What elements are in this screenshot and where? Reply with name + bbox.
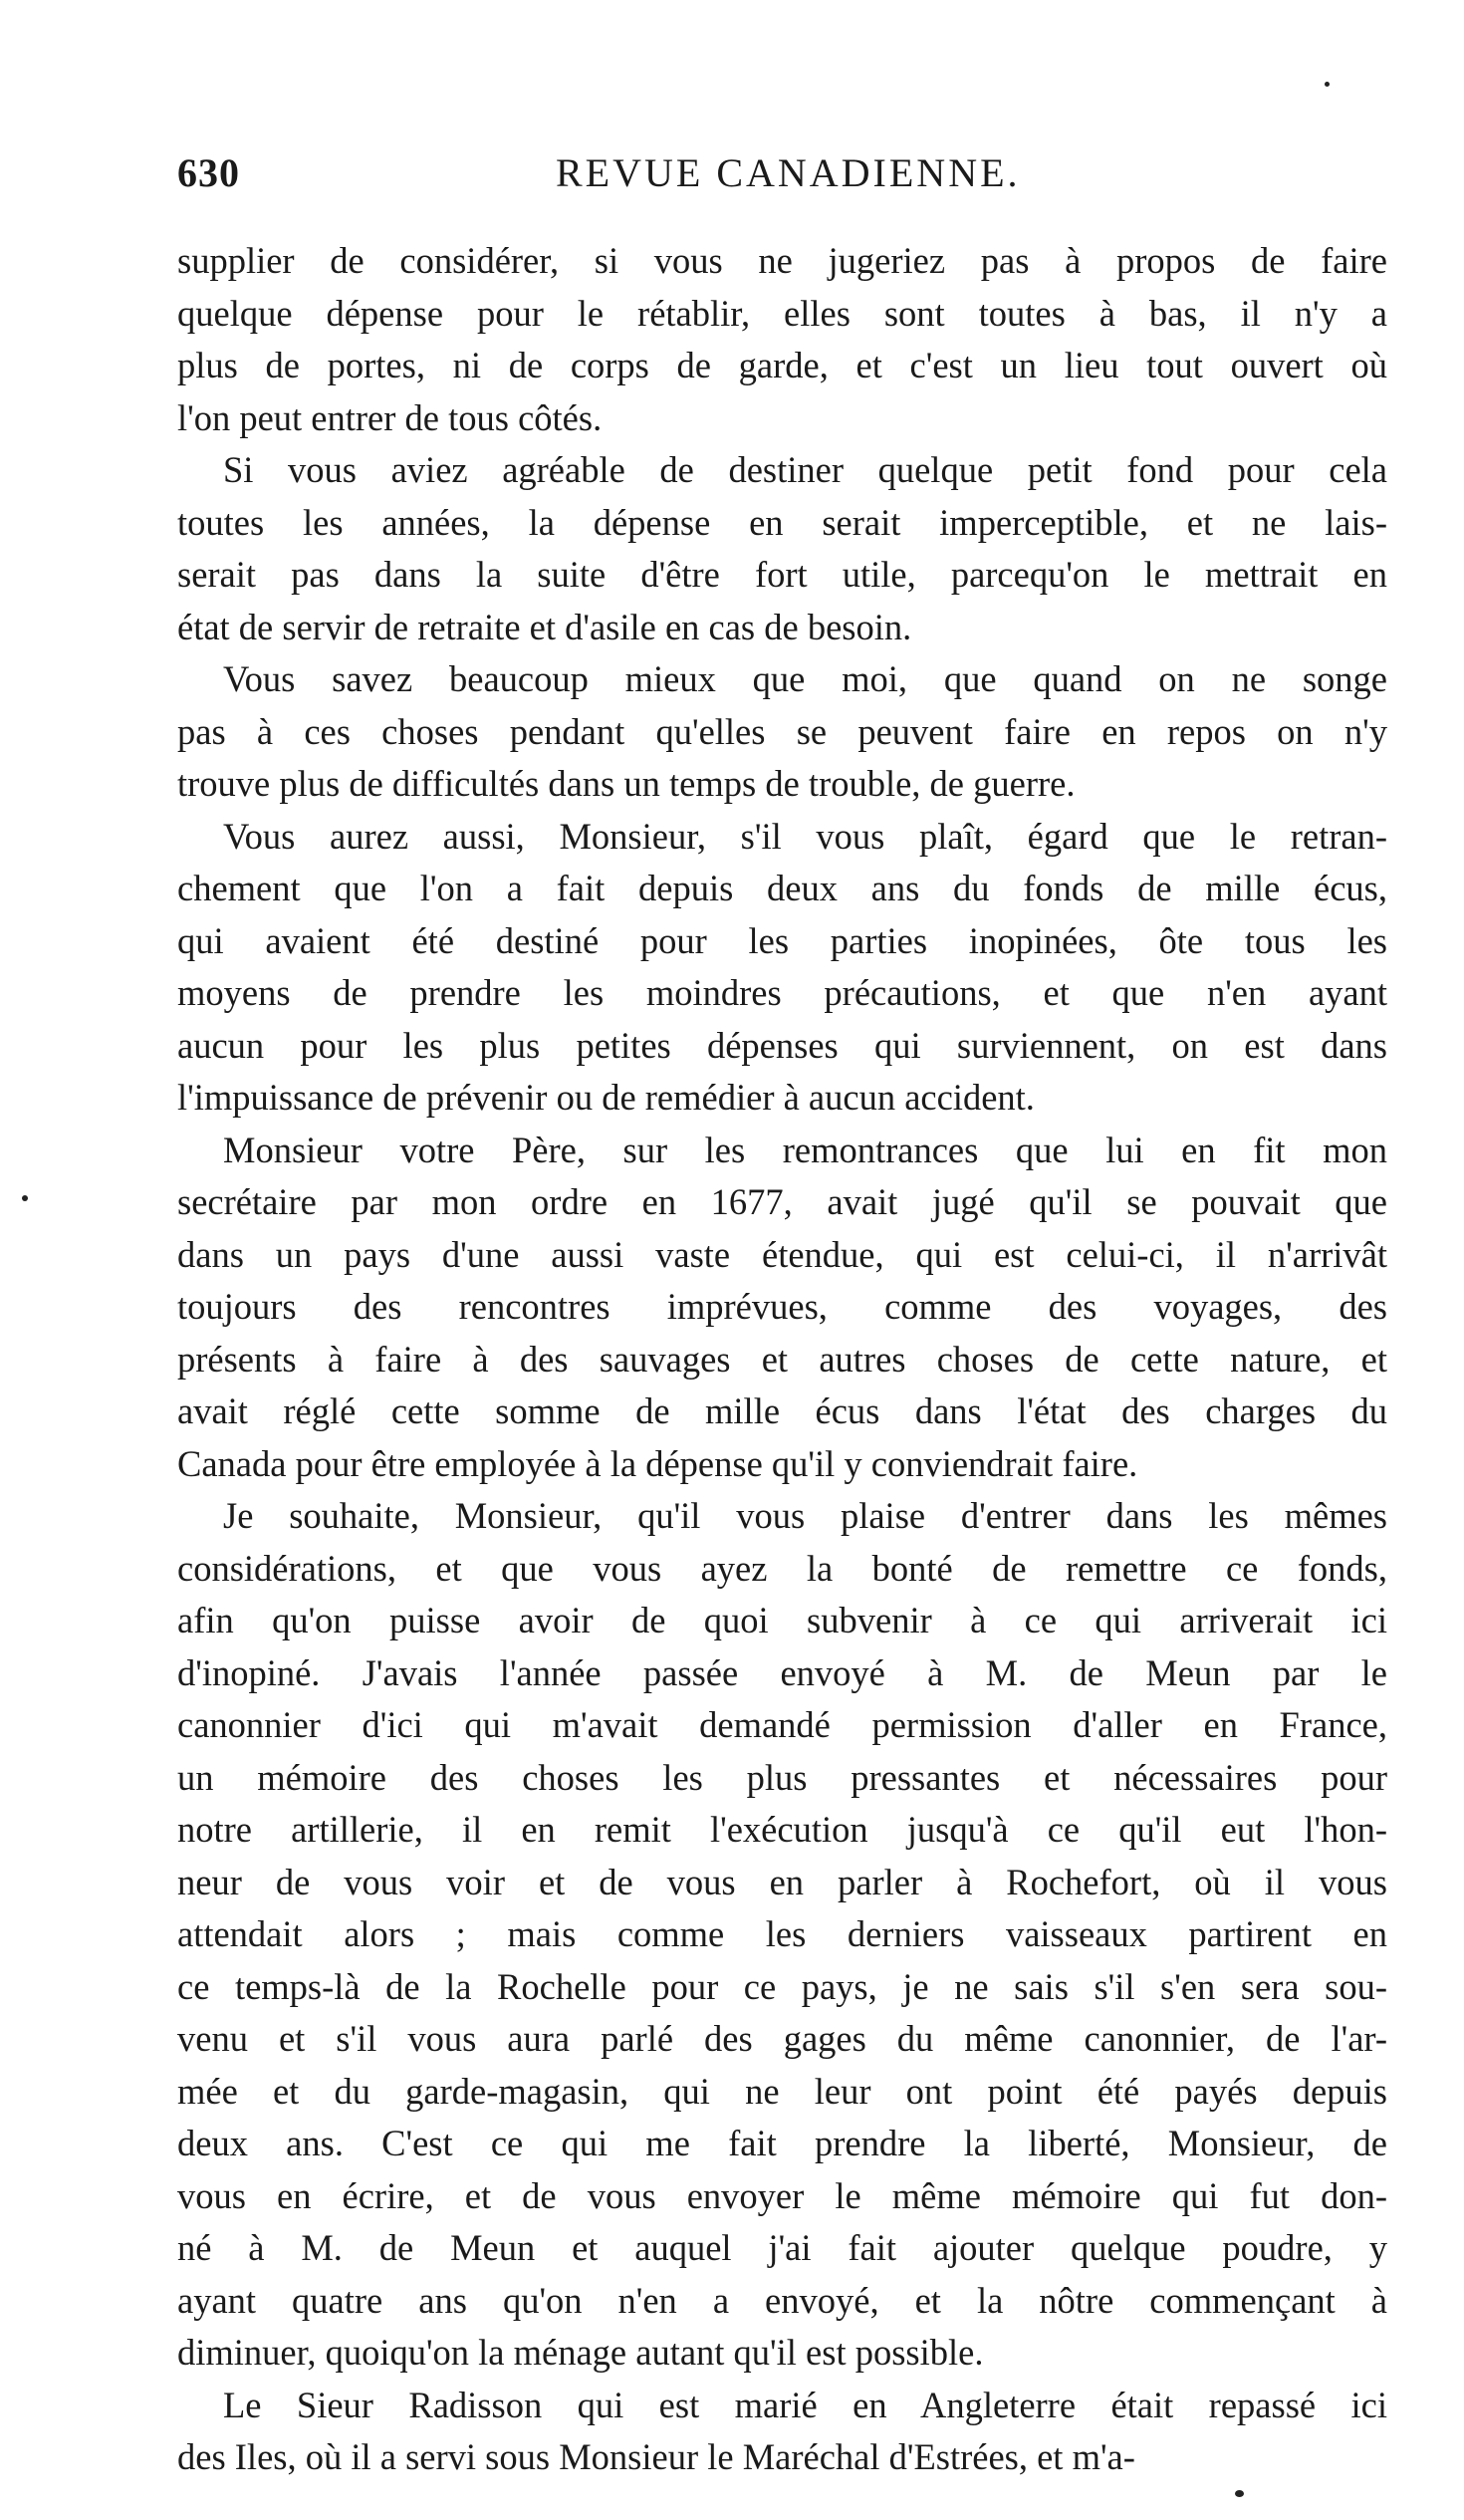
text-line: venu et s'il vous aura parlé des gages du même canonnier, de l'ar- bbox=[177, 2018, 1387, 2059]
running-title: REVUE CANADIENNE. bbox=[556, 150, 1021, 195]
paragraph bbox=[177, 1125, 1387, 1491]
text-line: d'inopiné. J'avais l'année passée envoyé à M. de Meun par le bbox=[177, 1651, 1387, 1693]
text-line: Vous savez beaucoup mieux que moi, que quand on ne songe bbox=[223, 658, 1387, 699]
text-line: supplier de considérer, si vous ne jugeriez pas à propos de faire bbox=[177, 240, 1387, 281]
text-line: état de servir de retraite et d'asile en cas de besoin. bbox=[177, 606, 912, 647]
text-line: diminuer, quoiqu'on la ménage autant qu'il est possible. bbox=[177, 2332, 984, 2373]
print-speck bbox=[1325, 82, 1330, 87]
text-line: canonnier d'ici qui m'avait demandé permission d'aller en France, bbox=[177, 1704, 1387, 1745]
paragraph bbox=[177, 653, 1387, 811]
paragraph bbox=[177, 2380, 1387, 2484]
text-line: pas à ces choses pendant qu'elles se peuvent faire en repos on n'y bbox=[177, 710, 1387, 752]
text-line: trouve plus de difficultés dans un temps de trouble, de guerre. bbox=[177, 763, 1076, 804]
text-line: secrétaire par mon ordre en 1677, avait jugé qu'il se pouvait que bbox=[177, 1181, 1387, 1222]
print-speck bbox=[1235, 2490, 1244, 2497]
text-line: des Iles, où il a servi sous Monsieur le Maréchal d'Estrées, et m'a- bbox=[177, 2436, 1135, 2477]
text-line: ayant quatre ans qu'on n'en a envoyé, et la nôtre commençant à bbox=[177, 2279, 1387, 2321]
text-line: Le Sieur Radisson qui est marié en Angleterre était repassé ici bbox=[223, 2384, 1387, 2425]
text-line: l'on peut entrer de tous côtés. bbox=[177, 396, 603, 438]
text-line: plus de portes, ni de corps de garde, et c'est un lieu tout ouvert où bbox=[177, 345, 1387, 385]
paragraph bbox=[177, 444, 1387, 653]
text-line: Si vous aviez agréable de destiner quelque petit fond pour cela bbox=[223, 449, 1387, 490]
text-line: aucun pour les plus petites dépenses qui surviennent, on est dans bbox=[177, 1024, 1387, 1066]
text-line: Monsieur votre Père, sur les remontrances que lui en fit mon bbox=[223, 1129, 1387, 1170]
text-line: attendait alors ; mais comme les derniers vaisseaux partirent en bbox=[177, 1913, 1387, 1954]
text-line: moyens de prendre les moindres précautions, et que n'en ayant bbox=[177, 972, 1387, 1013]
paragraph bbox=[177, 235, 1387, 444]
text-line: quelque dépense pour le rétablir, elles sont toutes à bas, il n'y a bbox=[177, 292, 1387, 334]
text-line: notre artillerie, il en remit l'exécution jusqu'à ce qu'il eut l'hon- bbox=[177, 1809, 1387, 1850]
text-line: né à M. de Meun et auquel j'ai fait ajouter quelque poudre, y bbox=[177, 2227, 1387, 2268]
text-line: chement que l'on a fait depuis deux ans du fonds de mille écus, bbox=[177, 868, 1387, 908]
text-line: présents à faire à des sauvages et autres choses de cette nature, et bbox=[177, 1338, 1387, 1380]
text-line: toutes les années, la dépense en serait imperceptible, et ne lais- bbox=[177, 501, 1387, 543]
text-line: Je souhaite, Monsieur, qu'il vous plaise d'entrer dans les mêmes bbox=[223, 1495, 1387, 1536]
text-line: dans un pays d'une aussi vaste étendue, qui est celui-ci, il n'arrivât bbox=[177, 1233, 1387, 1275]
text-line: considérations, et que vous ayez la bonté de remettre ce fonds, bbox=[177, 1547, 1387, 1589]
text-line: mée et du garde-magasin, qui ne leur ont point été payés depuis bbox=[177, 2070, 1387, 2112]
text-line: avait réglé cette somme de mille écus dans l'état des charges du bbox=[177, 1390, 1387, 1431]
text-line: vous en écrire, et de vous envoyer le même mémoire qui fut don- bbox=[177, 2174, 1387, 2216]
text-line: Vous aurez aussi, Monsieur, s'il vous plaît, égard que le retran- bbox=[223, 815, 1387, 857]
page-header bbox=[177, 149, 1392, 209]
text-line: Canada pour être employée à la dépense qu'il y conviendrait faire. bbox=[177, 1442, 1138, 1484]
text-line: neur de vous voir et de vous en parler à Rochefort, où il vous bbox=[177, 1861, 1387, 1902]
text-line: toujours des rencontres imprévues, comme des voyages, des bbox=[177, 1286, 1387, 1327]
text-line: deux ans. C'est ce qui me fait prendre la liberté, Monsieur, de bbox=[177, 2123, 1387, 2163]
text-line: un mémoire des choses les plus pressantes et nécessaires pour bbox=[177, 1756, 1387, 1798]
text-line: serait pas dans la suite d'être fort utile, parcequ'on le mettrait en bbox=[177, 554, 1387, 595]
paragraph bbox=[177, 1490, 1387, 2380]
page-number: 630 bbox=[177, 150, 240, 195]
text-line: afin qu'on puisse avoir de quoi subvenir à ce qui arriverait ici bbox=[177, 1600, 1387, 1640]
text-line: ce temps-là de la Rochelle pour ce pays, je ne sais s'il s'en sera sou- bbox=[177, 1965, 1387, 2007]
text-line: qui avaient été destiné pour les parties inopinées, ôte tous les bbox=[177, 919, 1387, 961]
text-line: l'impuissance de prévenir ou de remédier à aucun accident. bbox=[177, 1077, 1035, 1118]
paragraph bbox=[177, 811, 1387, 1125]
print-speck bbox=[22, 1195, 28, 1201]
body-text bbox=[177, 235, 1387, 2484]
